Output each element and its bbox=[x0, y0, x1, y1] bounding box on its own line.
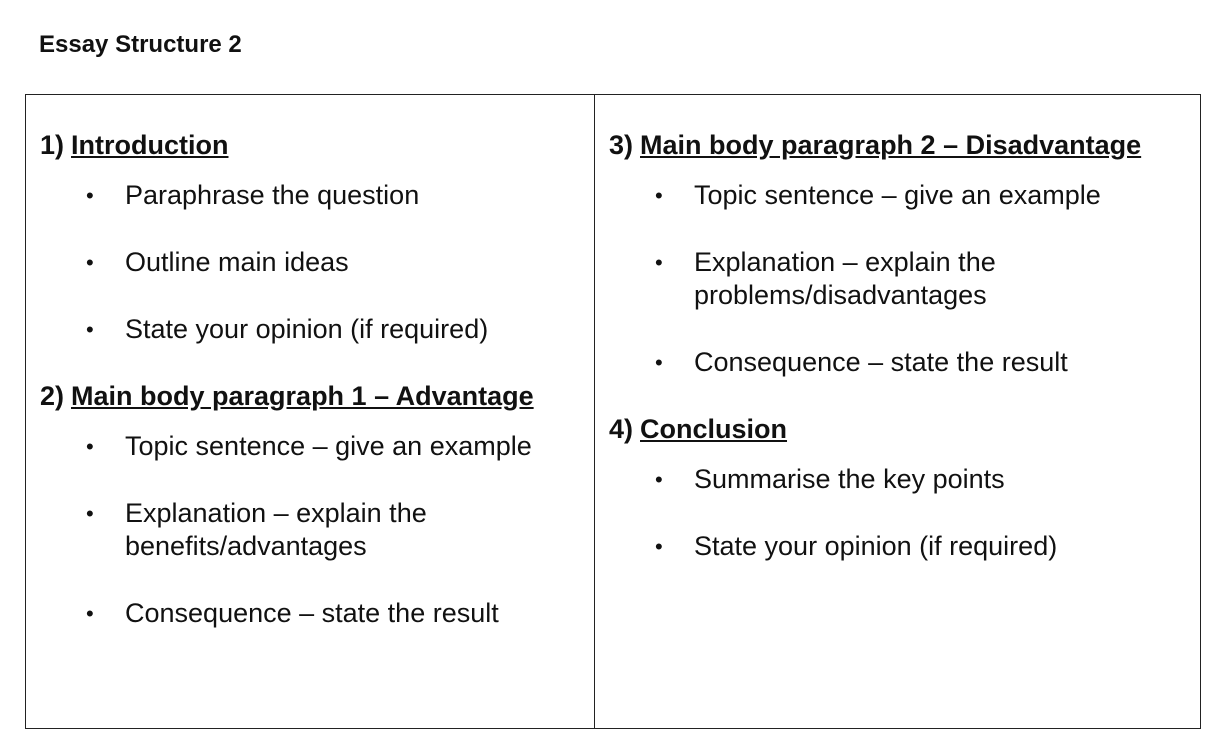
section-number: 4) bbox=[609, 414, 634, 444]
bullet-list bbox=[609, 463, 1200, 563]
list-item-text: Outline main ideas bbox=[125, 247, 349, 277]
list-item bbox=[609, 246, 1024, 312]
section-number: 2) bbox=[40, 381, 65, 411]
section-main-body-2 bbox=[609, 129, 1200, 379]
bullet-icon: • bbox=[86, 250, 94, 275]
section-number: 1) bbox=[40, 130, 65, 160]
section-main-body-1 bbox=[40, 380, 594, 630]
section-heading-text: Conclusion bbox=[640, 414, 788, 444]
list-item bbox=[40, 497, 455, 563]
list-item-text: Summarise the key points bbox=[694, 464, 1005, 494]
section-heading bbox=[40, 380, 594, 412]
bullet-icon: • bbox=[86, 601, 94, 626]
section-heading bbox=[609, 413, 1200, 445]
section-introduction bbox=[40, 129, 594, 346]
bullet-list bbox=[40, 179, 594, 346]
list-item bbox=[609, 179, 1200, 212]
bullet-icon: • bbox=[86, 183, 94, 208]
bullet-icon: • bbox=[655, 350, 663, 375]
list-item-text: State your opinion (if required) bbox=[694, 531, 1058, 561]
bullet-icon: • bbox=[86, 501, 94, 526]
section-conclusion bbox=[609, 413, 1200, 563]
list-item bbox=[40, 246, 594, 279]
bullet-icon: • bbox=[86, 434, 94, 459]
list-item-text: Explanation – explain the benefits/advantages bbox=[125, 498, 427, 561]
bullet-list bbox=[40, 430, 594, 630]
list-item bbox=[40, 179, 594, 212]
list-item-text: State your opinion (if required) bbox=[125, 314, 489, 344]
right-column bbox=[595, 95, 1200, 728]
bullet-icon: • bbox=[655, 534, 663, 559]
list-item-text: Topic sentence – give an example bbox=[694, 180, 1101, 210]
list-item-text: Explanation – explain the problems/disadvantages bbox=[694, 247, 996, 310]
section-heading bbox=[609, 129, 1200, 161]
section-heading-text: Main body paragraph 2 – Disadvantage bbox=[640, 130, 1142, 160]
bullet-icon: • bbox=[655, 183, 663, 208]
essay-structure-table bbox=[25, 94, 1201, 729]
list-item bbox=[40, 430, 594, 463]
list-item-text: Consequence – state the result bbox=[694, 347, 1068, 377]
bullet-icon: • bbox=[86, 317, 94, 342]
section-number: 3) bbox=[609, 130, 634, 160]
list-item-text: Paraphrase the question bbox=[125, 180, 420, 210]
bullet-list bbox=[609, 179, 1200, 379]
list-item bbox=[609, 463, 1200, 496]
left-column bbox=[26, 95, 595, 728]
list-item bbox=[40, 597, 594, 630]
bullet-icon: • bbox=[655, 467, 663, 492]
list-item bbox=[609, 346, 1200, 379]
list-item-text: Consequence – state the result bbox=[125, 598, 499, 628]
section-heading bbox=[40, 129, 594, 161]
list-item bbox=[609, 530, 1200, 563]
bullet-icon: • bbox=[655, 250, 663, 275]
page-title: Essay Structure 2 bbox=[39, 31, 242, 58]
section-heading-text: Introduction bbox=[71, 130, 229, 160]
list-item-text: Topic sentence – give an example bbox=[125, 431, 532, 461]
list-item bbox=[40, 313, 594, 346]
section-heading-text: Main body paragraph 1 – Advantage bbox=[71, 381, 534, 411]
